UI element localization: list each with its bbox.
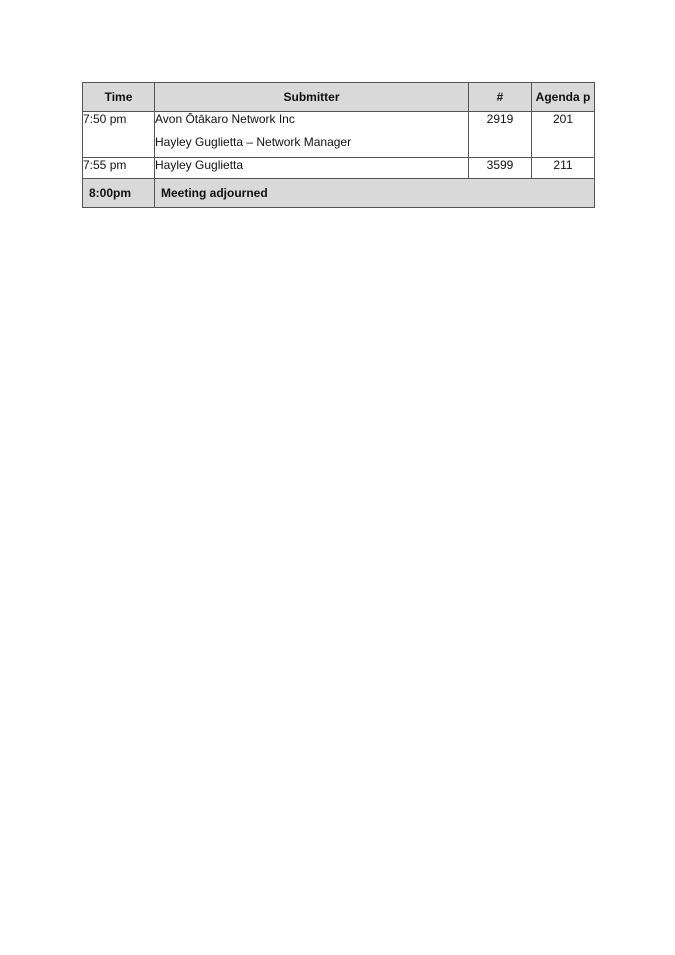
row-submitter xyxy=(155,112,469,158)
header-time: Time xyxy=(83,83,155,112)
row-submission-number: 3599 xyxy=(469,158,532,179)
hearing-schedule-table xyxy=(82,82,595,208)
submitter-name: Hayley Guglietta – Network Manager xyxy=(155,135,352,149)
table-header-row xyxy=(83,83,595,112)
adjournment-time: 8:00pm xyxy=(83,179,155,208)
row-agenda-page: 201 xyxy=(532,112,595,158)
submitter-name: Hayley Guglietta xyxy=(155,158,244,172)
header-number: # xyxy=(469,83,532,112)
header-agenda-page: Agenda p xyxy=(532,83,595,112)
row-submission-number: 2919 xyxy=(469,112,532,158)
row-time: 7:55 pm xyxy=(83,158,155,179)
row-agenda-page: 211 xyxy=(532,158,595,179)
adjournment-row xyxy=(83,179,595,208)
table-row xyxy=(83,112,595,158)
table-row xyxy=(83,158,595,179)
header-submitter: Submitter xyxy=(155,83,469,112)
row-submitter xyxy=(155,158,469,179)
adjournment-label: Meeting adjourned xyxy=(155,179,595,208)
submitter-name: Avon Ōtākaro Network Inc xyxy=(155,112,295,126)
row-time: 7:50 pm xyxy=(83,112,155,158)
